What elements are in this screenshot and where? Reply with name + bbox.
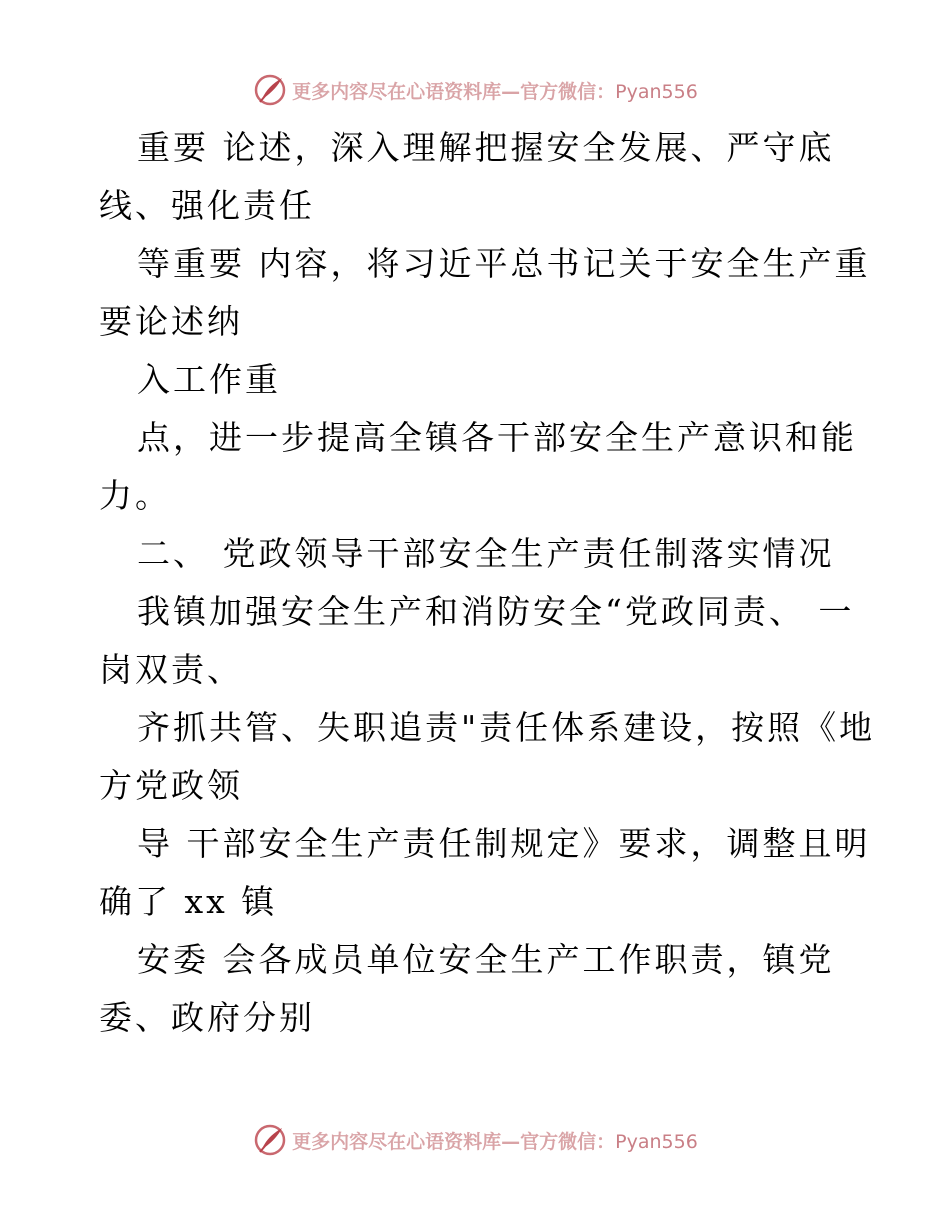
body-line: 齐抓共管、失职追责"责任体系建设，按照《地: [137, 708, 876, 747]
watermark-text: [292, 77, 698, 104]
watermark-text-en: Pyan556: [615, 1130, 698, 1153]
body-line: 要论述纳: [99, 302, 243, 341]
section-heading: 二、 党政领导干部安全生产责任制落实情况: [137, 534, 835, 573]
quill-pen-logo-icon: [252, 72, 288, 108]
body-line: 方党政领: [99, 766, 243, 805]
body-line: 安委 会各成员单位安全生产工作职责，镇党: [137, 940, 835, 979]
body-line: 我镇加强安全生产和消防安全“党政同责、 一: [137, 592, 855, 631]
body-line: 委、政府分别: [99, 998, 315, 1037]
body-line: 线、强化责任: [99, 186, 315, 225]
watermark-text-cn: 更多内容尽在心语资料库—官方微信：: [292, 80, 616, 103]
body-line: 入工作重: [137, 360, 281, 399]
body-line: 重要 论述，深入理解把握安全发展、严守底: [137, 128, 835, 167]
footer-watermark: [0, 1120, 950, 1160]
body-line: 力。: [99, 476, 171, 515]
quill-pen-logo-icon: [252, 1122, 288, 1158]
body-line: 导 干部安全生产责任制规定》要求，调整且明: [137, 824, 871, 863]
body-line: 确了 xx 镇: [99, 882, 278, 921]
header-watermark: [0, 70, 950, 110]
body-line: 等重要 内容，将习近平总书记关于安全生产重: [137, 244, 871, 283]
body-line: 点，进一步提高全镇各干部安全生产意识和能: [137, 418, 857, 457]
watermark-text-en: Pyan556: [615, 80, 698, 103]
watermark-text: [292, 1127, 698, 1154]
body-line: 岗双责、: [99, 650, 243, 689]
watermark-text-cn: 更多内容尽在心语资料库—官方微信：: [292, 1130, 616, 1153]
